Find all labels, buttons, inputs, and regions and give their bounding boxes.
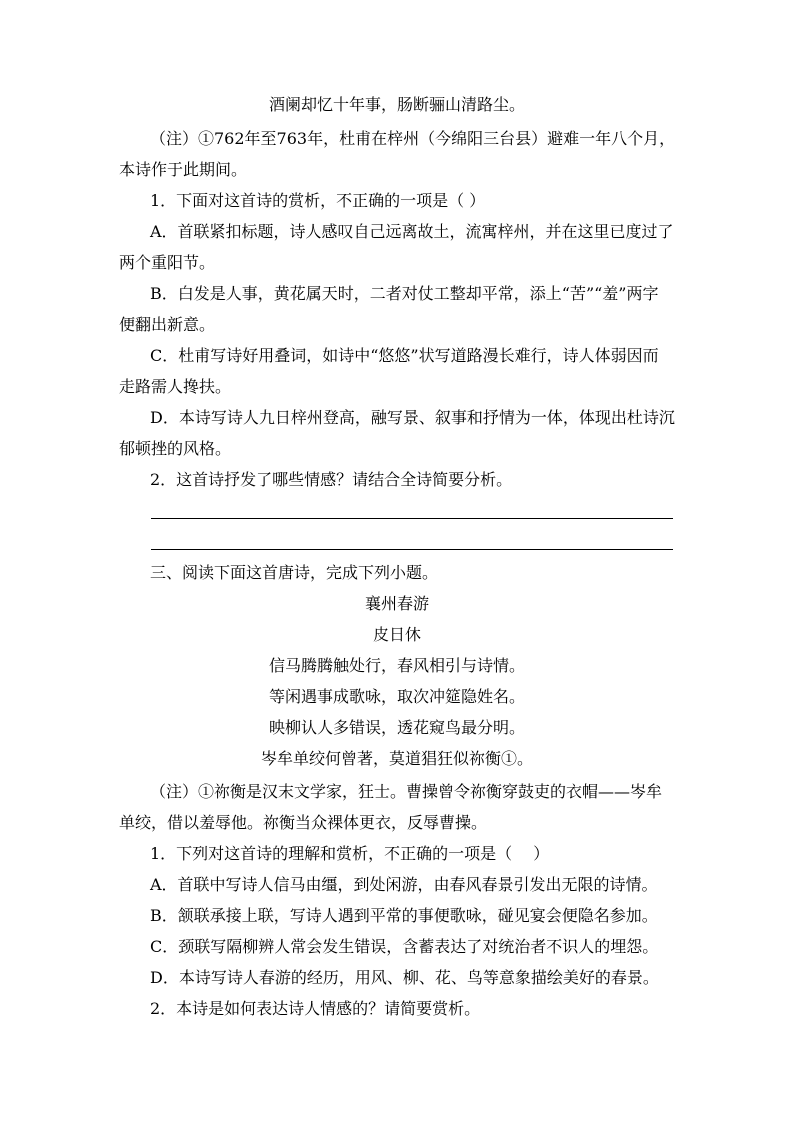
poem1-closing-line: 酒阑却忆十年事，肠断骊山清路尘。 (268, 95, 525, 114)
poem1-option-d-line1: D．本诗写诗人九日梓州登高，融写景、叙事和抒情为一体，体现出杜诗沉 (150, 408, 675, 427)
poem1-option-d-line2: 郁顿挫的风格。 (119, 439, 232, 458)
poem1-option-c-line1: C．杜甫写诗好用叠词，如诗中“悠悠”状写道路漫长难行，诗人体弱因而 (150, 346, 659, 365)
poem1-option-c-line2: 走路需人搀扶。 (119, 377, 232, 396)
poem2-line-2: 等闲遇事成歌咏，取次冲筵隐姓名。 (268, 687, 525, 706)
poem2-line-3: 映柳认人多错误，透花窥鸟最分明。 (268, 718, 525, 737)
poem1-question-1: 1．下面对这首诗的赏析，不正确的一项是（ ） (150, 191, 486, 210)
poem2-option-d: D．本诗写诗人春游的经历，用风、柳、花、鸟等意象描绘美好的春景。 (150, 968, 659, 987)
poem2-line-1: 信马腾腾触处行，春风相引与诗情。 (268, 656, 525, 675)
answer-line-1[interactable] (151, 518, 673, 519)
poem2-question-1: 1．下列对这首诗的理解和赏析，不正确的一项是（ ） (150, 844, 550, 863)
poem2-question-2: 2．本诗是如何表达诗人情感的？请简要赏析。 (150, 999, 481, 1018)
poem1-option-b-line2: 便翻出新意。 (119, 315, 216, 334)
poem2-line-4: 岑牟单绞何曾著，莫道猖狂似祢衡①。 (260, 749, 533, 768)
poem1-question-2: 2．这首诗抒发了哪些情感？请结合全诗简要分析。 (150, 470, 513, 489)
section3-heading: 三、阅读下面这首唐诗，完成下列小题。 (150, 563, 439, 582)
poem1-option-a-line1: A．首联紧扣标题，诗人感叹自己远离故土，流寓梓州，并在这里已度过了 (150, 222, 674, 241)
poem2-author: 皮日休 (372, 625, 421, 644)
poem1-note-line2: 本诗作于此期间。 (119, 160, 248, 179)
answer-line-2[interactable] (151, 549, 673, 550)
poem1-option-b-line1: B．白发是人事，黄花属天时，二者对仗工整却平常，添上“苦”“羞”两字 (150, 284, 659, 303)
poem1-note-line1: （注）①762年至763年，杜甫在梓州（今绵阳三台县）避难一年八个月， (150, 129, 676, 148)
poem2-note-line1: （注）①祢衡是汉末文学家，狂士。曹操曾令祢衡穿鼓吏的衣帽——岑牟 (150, 782, 663, 801)
poem2-option-a: A．首联中写诗人信马由缰，到处闲游，由春风春景引发出无限的诗情。 (150, 875, 658, 894)
poem2-title: 襄州春游 (364, 594, 429, 613)
poem2-option-b: B．颔联承接上联，写诗人遇到平常的事便歌咏，碰见宴会便隐名参加。 (150, 906, 658, 925)
poem2-note-line2: 单绞，借以羞辱他。祢衡当众裸体更衣，反辱曹操。 (119, 813, 488, 832)
poem2-option-c: C．颈联写隔柳辨人常会发生错误，含蓄表达了对统治者不识人的埋怨。 (150, 937, 659, 956)
poem1-option-a-line2: 两个重阳节。 (119, 253, 216, 272)
